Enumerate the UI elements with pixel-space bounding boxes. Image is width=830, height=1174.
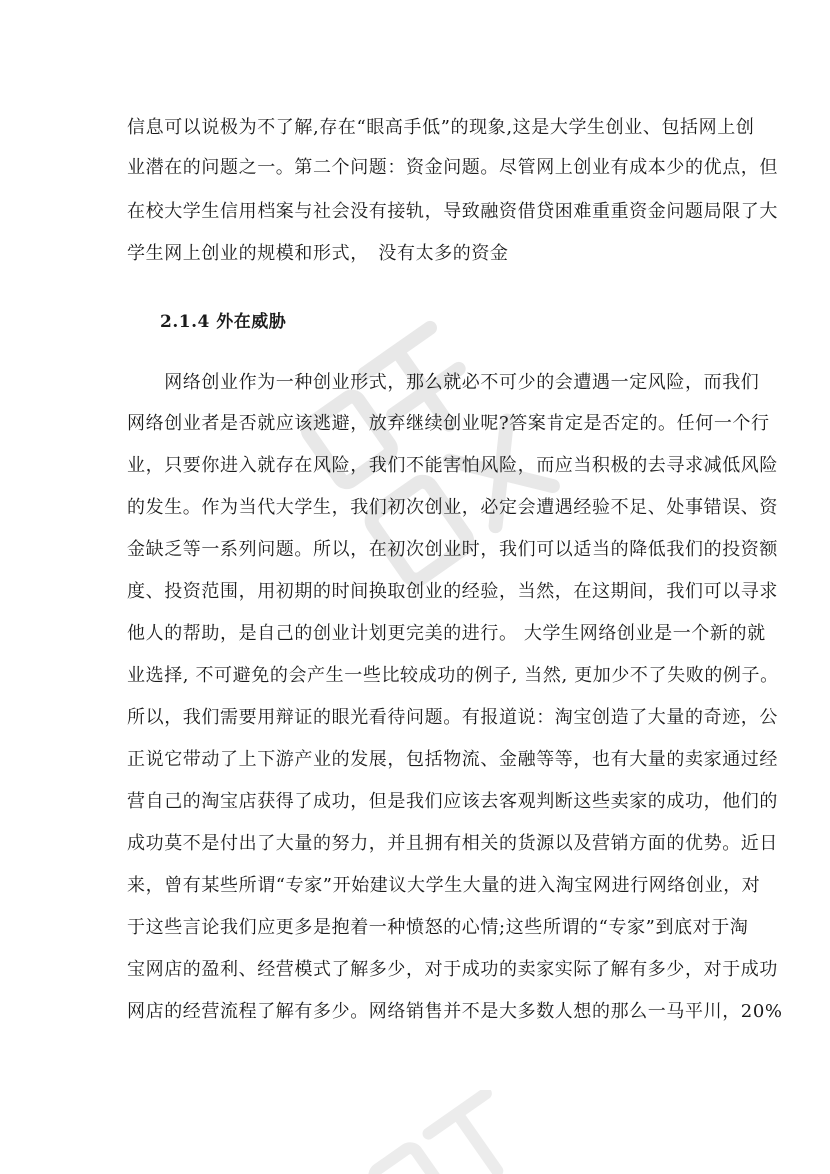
text-line: 信息可以说极为不了解,存在“眼高手低”的现象,这是大学生创业、包括网上创: [127, 117, 755, 138]
section-heading: 2.1.4 外在威胁: [160, 312, 287, 332]
text-line: 学生网上创业的规模和形式， 没有太多的资金: [127, 243, 509, 264]
watermark-logo-bottom: [340, 1090, 540, 1174]
text-line: 网店的经营流程了解有多少。网络销售并不是大多数人想的那么一马平川，20%: [127, 1001, 783, 1022]
text-line: 营自己的淘宝店获得了成功，但是我们应该去客观判断这些卖家的成功，他们的: [127, 791, 778, 812]
text-line: 业选择, 不可避免的会产生一些比较成功的例子, 当然, 更加少不了失败的例子。: [127, 665, 779, 686]
text-line: 在校大学生信用档案与社会没有接轨，导致融资借贷困难重重资金问题局限了大: [127, 201, 778, 222]
text-line: 来，曾有某些所谓“专家”开始建议大学生大量的进入淘宝网进行网络创业，对: [127, 875, 761, 896]
text-line: 业潜在的问题之一。第二个问题：资金问题。尽管网上创业有成本少的优点，但: [127, 157, 778, 178]
text-line: 正说它带动了上下游产业的发展，包括物流、金融等等，也有大量的卖家通过经: [127, 749, 778, 770]
text-line: 业，只要你进入就存在风险，我们不能害怕风险，而应当积极的去寻求减低风险: [127, 455, 778, 476]
text-line: 于这些言论我们应更多是抱着一种愤怒的心情;这些所谓的“专家”到底对于淘: [127, 917, 749, 938]
text-line: 他人的帮助，是自己的创业计划更完美的进行。 大学生网络创业是一个新的就: [127, 623, 766, 644]
text-line: 网络创业者是否就应该逃避，放弃继续创业呢?答案肯定是否定的。任何一个行: [127, 413, 770, 434]
text-line: 宝网店的盈利、经营模式了解多少，对于成功的卖家实际了解有多少，对于成功: [127, 959, 778, 980]
text-line: 金缺乏等一系列问题。所以，在初次创业时，我们可以适当的降低我们的投资额: [127, 539, 778, 560]
text-line: 网络创业作为一种创业形式，那么就必不可少的会遭遇一定风险，而我们: [127, 372, 760, 393]
text-line: 的发生。作为当代大学生，我们初次创业，必定会遭遇经验不足、处事错误、资: [127, 497, 778, 518]
text-line: 成功莫不是付出了大量的努力，并且拥有相关的货源以及营销方面的优势。近日: [127, 833, 778, 854]
text-line: 所以，我们需要用辩证的眼光看待问题。有报道说：淘宝创造了大量的奇迹，公: [127, 707, 778, 728]
text-line: 度、投资范围，用初期的时间换取创业的经验，当然，在这期间，我们可以寻求: [127, 581, 778, 602]
